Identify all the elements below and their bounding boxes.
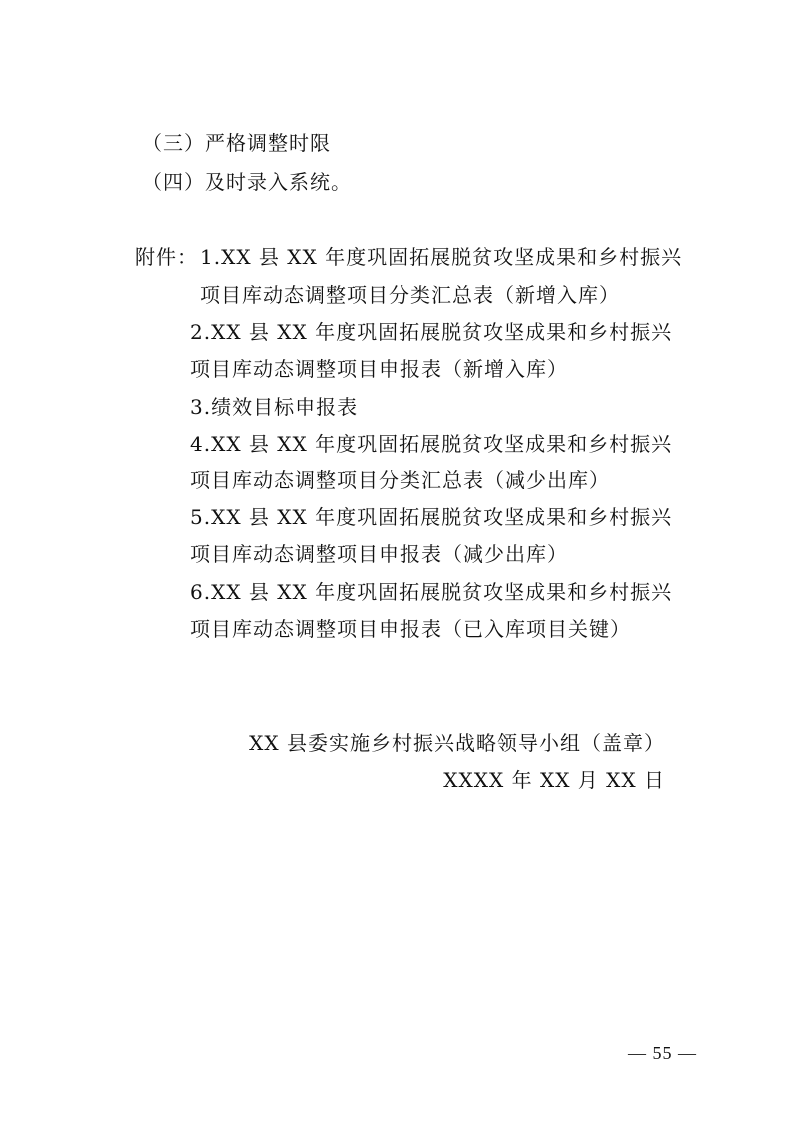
section-heading-3: （三）严格调整时限 xyxy=(142,131,331,155)
attachment-item-6-line-1: 6.XX 县 XX 年度巩固拓展脱贫攻坚成果和乡村振兴 xyxy=(190,580,673,604)
attachment-item-1-line-2: 项目库动态调整项目分类汇总表（新增入库） xyxy=(200,283,620,307)
attachment-item-5-line-1: 5.XX 县 XX 年度巩固拓展脱贫攻坚成果和乡村振兴 xyxy=(190,505,673,529)
signing-date: XXXX 年 XX 月 XX 日 xyxy=(443,768,665,792)
attachment-item-5-line-2: 项目库动态调整项目申报表（减少出库） xyxy=(190,542,568,566)
attachment-item-6-line-2: 项目库动态调整项目申报表（已入库项目关键） xyxy=(190,617,631,641)
signing-organization: XX 县委实施乡村振兴战略领导小组（盖章） xyxy=(249,731,665,755)
attachment-item-4-line-1: 4.XX 县 XX 年度巩固拓展脱贫攻坚成果和乡村振兴 xyxy=(190,432,673,456)
attachment-item-2-line-1: 2.XX 县 XX 年度巩固拓展脱贫攻坚成果和乡村振兴 xyxy=(190,320,673,344)
page-number: — 55 — xyxy=(628,1043,697,1063)
attachment-item-3: 3.绩效目标申报表 xyxy=(190,395,359,419)
section-heading-4: （四）及时录入系统。 xyxy=(142,170,352,194)
attachment-item-2-line-2: 项目库动态调整项目申报表（新增入库） xyxy=(190,357,568,381)
attachment-item-4-line-2: 项目库动态调整项目分类汇总表（减少出库） xyxy=(190,468,610,492)
attachments-label: 附件： xyxy=(135,245,198,269)
attachment-item-1-line-1: 1.XX 县 XX 年度巩固拓展脱贫攻坚成果和乡村振兴 xyxy=(200,245,683,269)
